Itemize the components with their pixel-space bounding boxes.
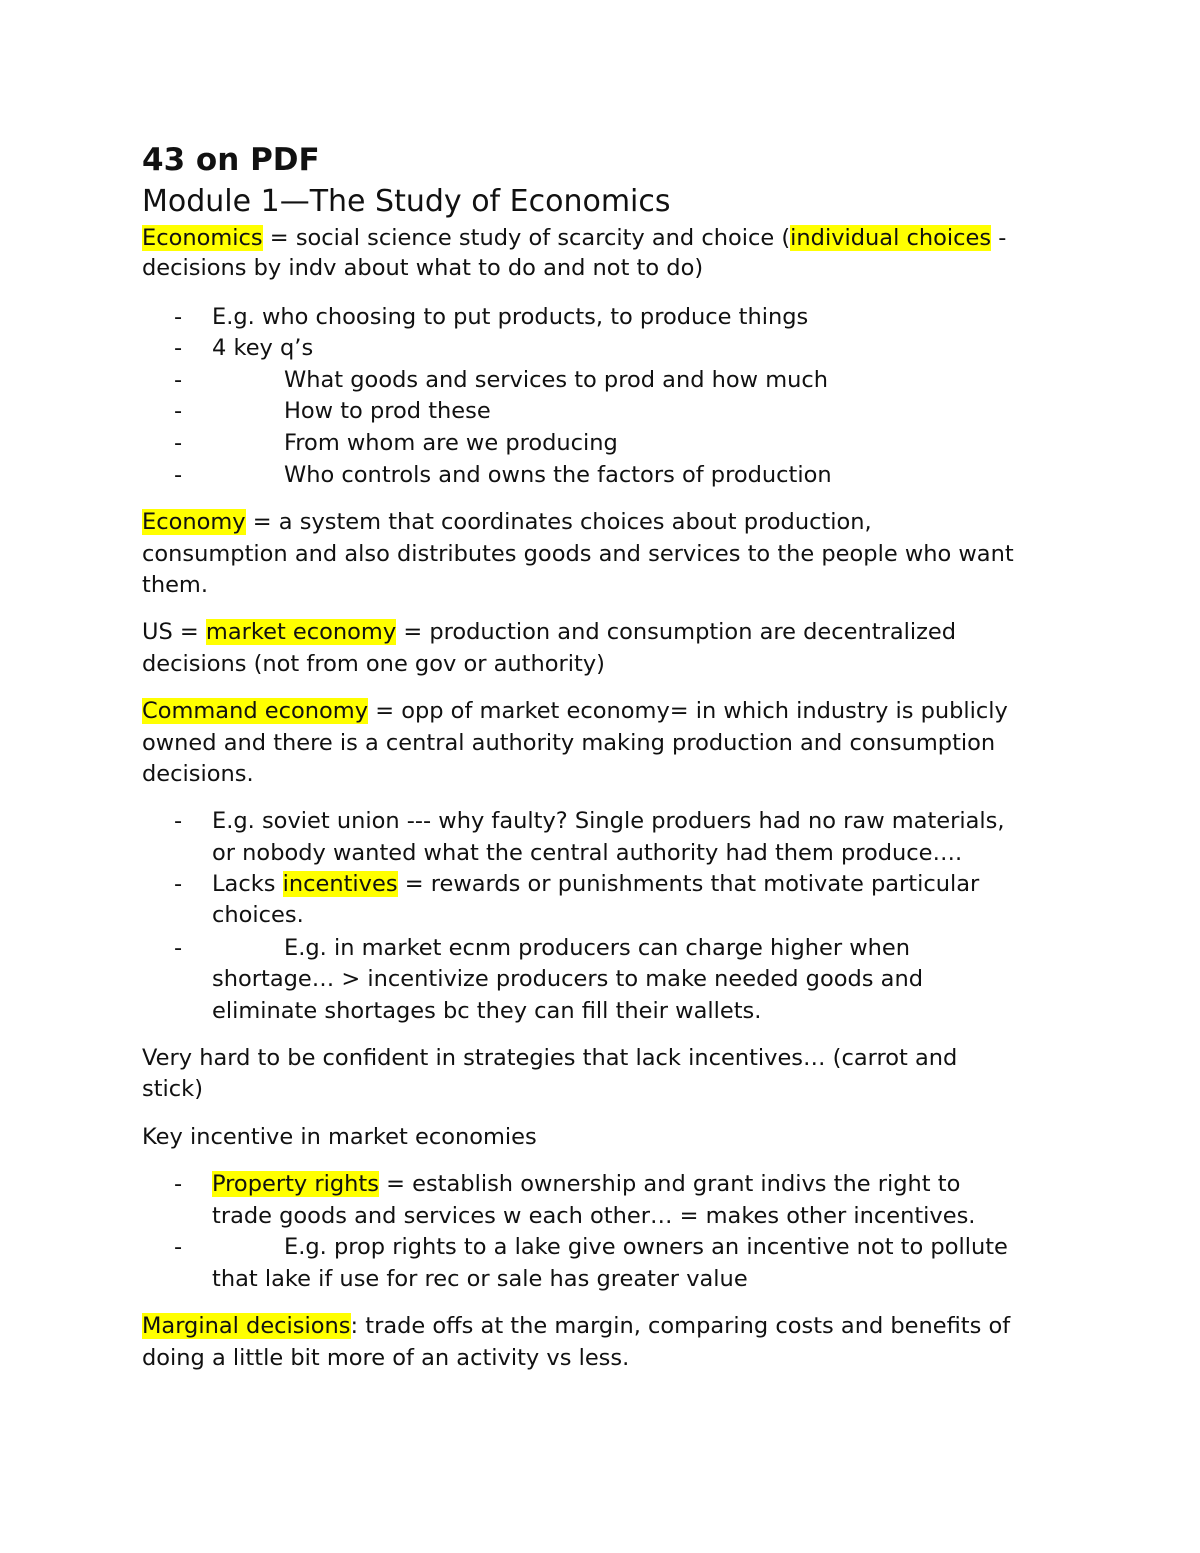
bullet-dash: - <box>174 398 183 424</box>
list-item: Who controls and owns the factors of production <box>284 462 832 488</box>
marginal-decisions-line-1: Marginal decisions: trade offs at the margin, comparing costs and benefits of <box>142 1313 1011 1339</box>
command-economy-line-1: Command economy = opp of market economy= in which industry is publicly <box>142 698 1008 724</box>
bullet-dash: - <box>174 335 183 361</box>
highlight-economics: Economics <box>142 225 263 251</box>
list-item: From whom are we producing <box>284 430 618 456</box>
economy-definition-line-3: them. <box>142 572 208 598</box>
bullet-dash: - <box>174 462 183 488</box>
list-item-continuation: that lake if use for rec or sale has greater value <box>212 1266 748 1292</box>
highlight-individual-choices: individual choices <box>790 225 992 251</box>
incentives-note-line-1: Very hard to be confident in strategies that lack incentives… (carrot and <box>142 1045 958 1071</box>
bullet-dash: - <box>174 935 183 961</box>
command-economy-line-2: owned and there is a central authority making production and consumption <box>142 730 996 756</box>
bullet-dash: - <box>174 1234 183 1260</box>
list-item: E.g. soviet union --- why faulty? Single produers had no raw materials, <box>212 808 1005 834</box>
command-economy-line-3: decisions. <box>142 761 254 787</box>
marginal-decisions-line-2: doing a little bit more of an activity vs less. <box>142 1345 630 1371</box>
bullet-dash: - <box>174 871 183 897</box>
economy-definition-line-2: consumption and also distributes goods and services to the people who want <box>142 541 1014 567</box>
list-item-continuation: eliminate shortages bc they can fill their wallets. <box>212 998 762 1024</box>
economics-definition-line-2: decisions by indv about what to do and not to do) <box>142 255 704 281</box>
list-item-continuation: trade goods and services w each other… = makes other incentives. <box>212 1203 976 1229</box>
bullet-dash: - <box>174 367 183 393</box>
list-item: Lacks incentives = rewards or punishments that motivate particular <box>212 871 980 897</box>
list-item: What goods and services to prod and how much <box>284 367 829 393</box>
highlight-market-economy: market economy <box>205 619 397 645</box>
economy-definition-line-1: Economy = a system that coordinates choices about production, <box>142 509 872 535</box>
list-item-continuation: or nobody wanted what the central authority had them produce…. <box>212 840 963 866</box>
highlight-marginal-decisions: Marginal decisions <box>142 1313 351 1339</box>
market-economy-line-1: US = market economy = production and consumption are decentralized <box>142 619 957 645</box>
list-item-continuation: shortage… > incentivize producers to make needed goods and <box>212 966 923 992</box>
list-item: E.g. in market ecnm producers can charge higher when <box>284 935 911 961</box>
market-economy-line-2: decisions (not from one gov or authority) <box>142 651 605 677</box>
list-item: How to prod these <box>284 398 491 424</box>
list-item: E.g. prop rights to a lake give owners an incentive not to pollute <box>284 1234 1008 1260</box>
list-item: 4 key q’s <box>212 335 314 361</box>
highlight-incentives: incentives <box>282 871 398 897</box>
bullet-dash: - <box>174 304 183 330</box>
incentives-note-line-2: stick) <box>142 1076 203 1102</box>
page-title: 43 on PDF <box>142 142 320 178</box>
bullet-dash: - <box>174 1171 183 1197</box>
highlight-property-rights: Property rights <box>212 1171 379 1197</box>
list-item-continuation: choices. <box>212 902 304 928</box>
highlight-economy: Economy <box>142 509 246 535</box>
bullet-dash: - <box>174 430 183 456</box>
key-incentive-heading: Key incentive in market economies <box>142 1124 537 1150</box>
economics-definition-line-1: Economics = social science study of scarcity and choice (individual choices - <box>142 225 1007 251</box>
highlight-command-economy: Command economy <box>142 698 369 724</box>
list-item: Property rights = establish ownership and grant indivs the right to <box>212 1171 961 1197</box>
bullet-dash: - <box>174 808 183 834</box>
module-heading: Module 1—The Study of Economics <box>142 184 671 219</box>
list-item: E.g. who choosing to put products, to produce things <box>212 304 809 330</box>
